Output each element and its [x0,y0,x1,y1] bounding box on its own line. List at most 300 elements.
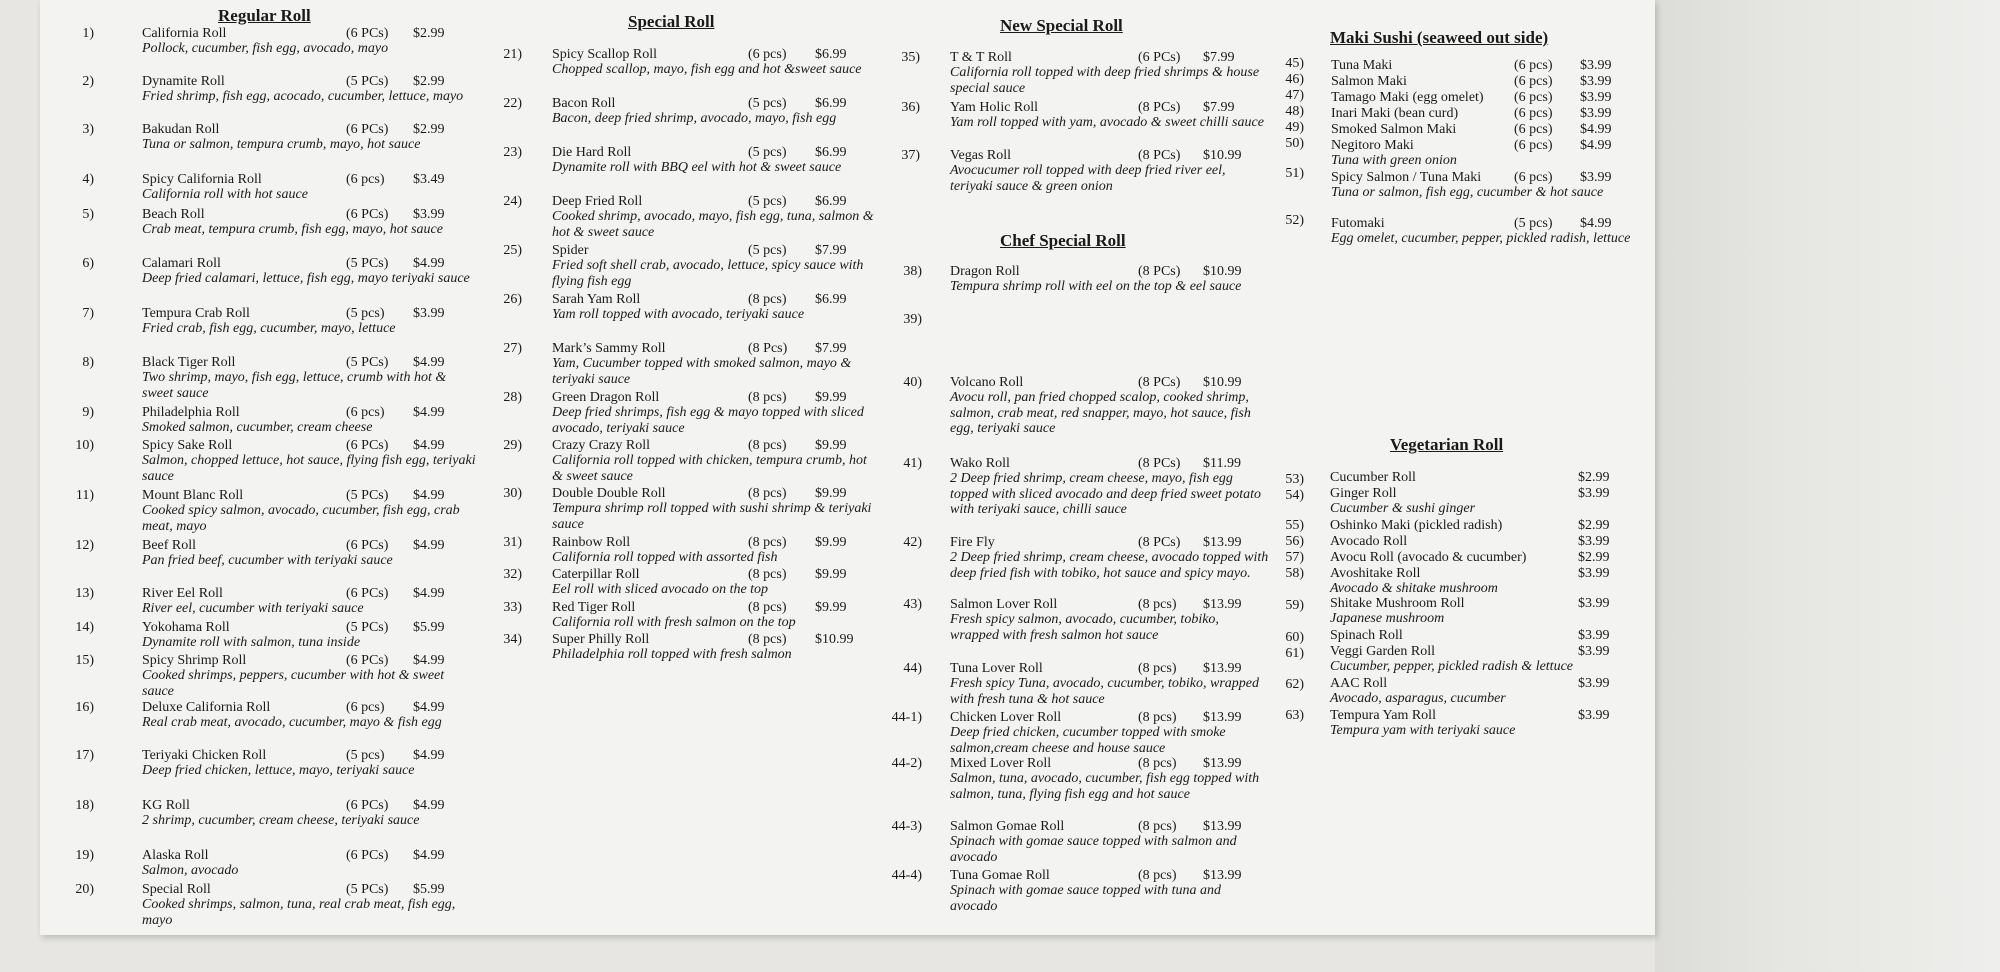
item-number: 36) [901,100,920,115]
item-piece-count: (6 pcs) [1514,58,1553,73]
item-price: $2.99 [1578,470,1610,485]
item-number: 45) [1285,56,1304,71]
item-number: 4) [82,172,94,187]
item-name: Mixed Lover Roll [950,756,1052,771]
item-description: Avocado & shitake mushroom [1330,581,1498,596]
item-name: Beef Roll [142,538,197,553]
item-number: 41) [903,456,922,471]
item-piece-count: (6 PCs) [346,798,389,813]
item-name: Tuna Gomae Roll [950,868,1050,883]
item-name: Vegas Roll [950,148,1012,163]
item-name: Tamago Maki (egg omelet) [1331,90,1484,105]
item-number: 55) [1285,518,1304,533]
item-price: $4.99 [413,355,445,370]
item-number: 32) [503,567,522,582]
item-description: Two shrimp, mayo, fish egg, lettuce, crumb with hot & sweet sauce [142,370,447,401]
item-piece-count: (5 pcs) [748,96,787,111]
item-description: California roll with fresh salmon on the top [552,615,796,630]
item-description: Yam, Cucumber topped with smoked salmon, mayo & teriyaki sauce [552,356,852,387]
item-name: Crazy Crazy Roll [552,438,650,453]
item-name: Super Philly Roll [552,632,650,647]
item-number: 19) [75,848,94,863]
item-price: $10.99 [1203,264,1242,279]
item-price: $9.99 [815,486,847,501]
item-number: 9) [82,405,94,420]
item-piece-count: (8 PCs) [1138,535,1181,550]
item-price: $13.99 [1203,710,1242,725]
item-description: California roll topped with chicken, tempura crumb, hot & sweet sauce [552,453,867,484]
item-name: Mark’s Sammy Roll [552,341,666,356]
item-piece-count: (8 pcs) [748,486,787,501]
item-price: $4.99 [1580,216,1612,231]
item-name: Spicy Salmon / Tuna Maki [1331,170,1482,185]
item-number: 31) [503,535,522,550]
item-price: $3.99 [1580,58,1612,73]
item-piece-count: (6 PCs) [346,438,389,453]
item-price: $6.99 [815,96,847,111]
item-number: 52) [1285,213,1304,228]
item-description: Salmon, chopped lettuce, hot sauce, flying fish egg, teriyaki sauce [142,453,476,484]
item-name: Red Tiger Roll [552,600,636,615]
item-name: Volcano Roll [950,375,1024,390]
item-name: Salmon Lover Roll [950,597,1058,612]
item-piece-count: (6 PCs) [346,586,389,601]
item-price: $9.99 [815,535,847,550]
item-number: 54) [1285,488,1304,503]
item-description: California roll topped with assorted fish [552,550,778,565]
item-price: $7.99 [815,243,847,258]
item-name: Dragon Roll [950,264,1020,279]
item-description: Real crab meat, avocado, cucumber, mayo & fish egg [142,715,442,730]
item-number: 47) [1285,88,1304,103]
item-description: Crab meat, tempura crumb, fish egg, mayo, hot sauce [142,222,443,237]
item-piece-count: (5 pcs) [748,194,787,209]
item-price: $9.99 [815,438,847,453]
item-name: Special Roll [142,882,211,897]
item-price: $4.99 [413,653,445,668]
item-number: 14) [75,620,94,635]
item-piece-count: (6 pcs) [346,700,385,715]
item-piece-count: (8 PCs) [1138,456,1181,471]
item-name: Negitoro Maki [1331,138,1414,153]
item-name: Salmon Gomae Roll [950,819,1065,834]
item-piece-count: (6 pcs) [748,47,787,62]
item-name: Tempura Yam Roll [1330,708,1436,723]
item-piece-count: (6 pcs) [1514,74,1553,89]
item-number: 58) [1285,566,1304,581]
item-number: 63) [1285,708,1304,723]
item-price: $6.99 [815,194,847,209]
item-name: Cucumber Roll [1330,470,1416,485]
item-piece-count: (5 pcs) [346,748,385,763]
item-name: Spinach Roll [1330,628,1403,643]
item-piece-count: (5 pcs) [346,306,385,321]
item-price: $13.99 [1203,597,1242,612]
item-name: Salmon Maki [1331,74,1407,89]
item-price: $4.99 [413,748,445,763]
item-piece-count: (8 pcs) [748,438,787,453]
item-price: $3.99 [1578,676,1610,691]
item-number: 37) [901,148,920,163]
item-price: $7.99 [1203,100,1235,115]
item-number: 13) [75,586,94,601]
item-description: Tuna or salmon, tempura crumb, mayo, hot sauce [142,137,421,152]
item-name: Calamari Roll [142,256,221,271]
item-number: 44) [903,661,922,676]
item-piece-count: (6 PCs) [346,538,389,553]
item-number: 56) [1285,534,1304,549]
item-number: 18) [75,798,94,813]
item-piece-count: (6 pcs) [1514,170,1553,185]
item-name: Spicy California Roll [142,172,262,187]
item-description: Pan fried beef, cucumber with teriyaki sauce [142,553,393,568]
item-description: River eel, cucumber with teriyaki sauce [142,601,364,616]
item-name: Tuna Maki [1331,58,1393,73]
item-name: Smoked Salmon Maki [1331,122,1457,137]
item-number: 28) [503,390,522,405]
item-price: $10.99 [1203,148,1242,163]
item-piece-count: (5 pcs) [1514,216,1553,231]
item-name: Teriyaki Chicken Roll [142,748,267,763]
item-description: Fried shrimp, fish egg, acocado, cucumber, lettuce, mayo [142,89,464,104]
item-number: 11) [75,488,94,503]
item-name: Veggi Garden Roll [1330,644,1435,659]
item-price: $11.99 [1203,456,1241,471]
item-price: $4.99 [413,405,445,420]
item-number: 46) [1285,72,1304,87]
item-name: Die Hard Roll [552,145,632,160]
item-description: Yam roll topped with yam, avocado & sweet chilli sauce [950,115,1264,130]
item-number: 10) [75,438,94,453]
item-description: Fresh spicy Tuna, avocado, cucumber, tobiko, wrapped with fresh tuna & hot sauce [950,676,1259,707]
item-name: Mount Blanc Roll [142,488,244,503]
item-description: Fried soft shell crab, avocado, lettuce, spicy sauce with flying fish egg [552,258,864,289]
item-price: $3.99 [1578,534,1610,549]
item-number: 33) [503,600,522,615]
item-description: Cooked spicy salmon, avocado, cucumber, fish egg, crab meat, mayo [142,503,460,534]
item-description: 2 shrimp, cucumber, cream cheese, teriyaki sauce [142,813,420,828]
item-description: Cooked shrimp, avocado, mayo, fish egg, tuna, salmon & hot & sweet sauce [552,209,874,240]
item-number: 60) [1285,630,1304,645]
item-price: $4.99 [413,538,445,553]
item-number: 22) [503,96,522,111]
item-piece-count: (6 PCs) [346,653,389,668]
item-name: Rainbow Roll [552,535,631,550]
item-number: 29) [503,438,522,453]
item-price: $7.99 [815,341,847,356]
item-number: 8) [82,355,94,370]
item-piece-count: (6 pcs) [1514,106,1553,121]
item-name: KG Roll [142,798,190,813]
item-number: 16) [75,700,94,715]
item-name: Deluxe California Roll [142,700,271,715]
item-description: Deep fried shrimps, fish egg & mayo topped with sliced avocado, teriyaki sauce [552,405,864,436]
item-price: $13.99 [1203,535,1242,550]
item-piece-count: (8 pcs) [748,390,787,405]
item-price: $5.99 [413,620,445,635]
item-price: $3.99 [1578,596,1610,611]
item-piece-count: (6 PCs) [1138,50,1181,65]
item-piece-count: (6 PCs) [346,848,389,863]
item-description: Avocu roll, pan fried chopped scalop, cooked shrimp, salmon, crab meat, red snapper, mayo, hot sauce, fish egg, teriyaki sauce [950,390,1251,436]
item-number: 35) [901,50,920,65]
item-price: $9.99 [815,600,847,615]
item-description: Salmon, avocado [142,863,239,878]
item-number: 44-1) [891,710,922,725]
item-piece-count: (5 PCs) [346,256,389,271]
item-price: $3.99 [1578,486,1610,501]
item-description: Smoked salmon, cucumber, cream cheese [142,420,373,435]
item-number: 7) [82,306,94,321]
item-price: $3.99 [1580,90,1612,105]
item-number: 34) [503,632,522,647]
item-description: Tempura shrimp roll with eel on the top & eel sauce [950,279,1242,294]
item-piece-count: (8 PCs) [1138,148,1181,163]
item-piece-count: (8 PCs) [1138,375,1181,390]
item-piece-count: (5 PCs) [346,74,389,89]
item-piece-count: (8 pcs) [1138,597,1177,612]
item-description: Tuna or salmon, fish egg, cucumber & hot sauce [1331,185,1604,200]
item-name: AAC Roll [1330,676,1388,691]
item-number: 23) [503,145,522,160]
item-number: 50) [1285,136,1304,151]
item-name: Shitake Mushroom Roll [1330,596,1465,611]
item-piece-count: (8 pcs) [1138,661,1177,676]
maki-sushi-heading: Maki Sushi (seaweed out side) [1330,28,1549,47]
item-name: Yam Holic Roll [950,100,1039,115]
item-description: Yam roll topped with avocado, teriyaki sauce [552,307,805,322]
item-price: $4.99 [1580,122,1612,137]
item-piece-count: (6 pcs) [346,172,385,187]
item-price: $6.99 [815,145,847,160]
item-number: 6) [82,256,94,271]
item-price: $2.99 [1578,518,1610,533]
item-name: Sarah Yam Roll [552,292,641,307]
item-price: $2.99 [413,26,445,41]
item-piece-count: (5 pcs) [748,145,787,160]
item-number: 5) [82,207,94,222]
item-name: Avocu Roll (avocado & cucumber) [1330,550,1527,565]
item-piece-count: (5 PCs) [346,882,389,897]
item-piece-count: (5 PCs) [346,355,389,370]
item-description: Deep fried chicken, cucumber topped with smoke salmon,cream cheese and house sauce [950,725,1226,756]
item-piece-count: (8 PCs) [1138,100,1181,115]
vegetarian-roll-heading: Vegetarian Roll [1390,435,1504,454]
item-piece-count: (6 pcs) [346,405,385,420]
item-description: Avocucumer roll topped with deep fried river eel, teriyaki sauce & green onion [950,163,1226,194]
item-piece-count: (8 pcs) [748,632,787,647]
item-number: 26) [503,292,522,307]
item-price: $3.99 [1578,708,1610,723]
item-price: $4.99 [1580,138,1612,153]
item-price: $4.99 [413,488,445,503]
item-piece-count: (6 pcs) [1514,122,1553,137]
item-name: Double Double Roll [552,486,666,501]
item-price: $3.99 [1580,170,1612,185]
item-description: California roll topped with deep fried shrimps & house special sauce [950,65,1260,96]
item-name: Philadelphia Roll [142,405,240,420]
item-description: Fresh spicy salmon, avocado, cucumber, tobiko, wrapped with fresh salmon hot sauce [950,612,1219,643]
item-number: 3) [82,122,94,137]
item-description: Fried crab, fish egg, cucumber, mayo, lettuce [142,321,396,336]
item-piece-count: (6 PCs) [346,26,389,41]
item-number: 15) [75,653,94,668]
item-piece-count: (8 pcs) [1138,710,1177,725]
item-number: 44-3) [891,819,922,834]
item-name: Avoshitake Roll [1330,566,1421,581]
item-piece-count: (8 pcs) [748,567,787,582]
item-piece-count: (5 PCs) [346,620,389,635]
item-description: Philadelphia roll topped with fresh salmon [552,647,792,662]
item-price: $4.99 [413,256,445,271]
item-name: Alaska Roll [142,848,209,863]
item-description: Cucumber & sushi ginger [1330,501,1476,516]
item-price: $3.49 [413,172,445,187]
item-price: $4.99 [413,700,445,715]
item-name: Beach Roll [142,207,205,222]
item-price: $3.99 [413,306,445,321]
item-piece-count: (8 pcs) [748,535,787,550]
item-name: Chicken Lover Roll [950,710,1062,725]
item-name: Oshinko Maki (pickled radish) [1330,518,1503,533]
item-piece-count: (8 pcs) [748,292,787,307]
item-number: 62) [1285,677,1304,692]
item-price: $6.99 [815,47,847,62]
chef-special-roll-heading: Chef Special Roll [1000,231,1126,250]
item-description: Egg omelet, cucumber, pepper, pickled radish, lettuce [1331,231,1631,246]
item-price: $5.99 [413,882,445,897]
item-name: River Eel Roll [142,586,223,601]
item-description: 2 Deep fried shrimp, cream cheese, avocado topped with deep fried fish with tobiko, hot sauce and spicy mayo. [950,550,1269,581]
item-piece-count: (8 PCs) [1138,264,1181,279]
item-price: $13.99 [1203,868,1242,883]
item-name: Spicy Scallop Roll [552,47,657,62]
item-piece-count: (8 pcs) [1138,819,1177,834]
item-description: Avocado, asparagus, cucumber [1330,691,1506,706]
item-number: 43) [903,597,922,612]
item-name: Fire Fly [950,535,995,550]
item-description: Eel roll with sliced avocado on the top [552,582,769,597]
item-name: Yokohama Roll [142,620,230,635]
item-name: T & T Roll [950,50,1012,65]
item-number: 24) [503,194,522,209]
item-number: 17) [75,748,94,763]
item-description: Cooked shrimps, salmon, tuna, real crab meat, fish egg, mayo [142,897,456,928]
item-number: 40) [903,375,922,390]
item-name: Spicy Sake Roll [142,438,233,453]
special-roll-heading: Special Roll [628,12,715,31]
item-name: Bacon Roll [552,96,616,111]
item-price: $9.99 [815,567,847,582]
item-description: Cucumber, pepper, pickled radish & lettuce [1330,659,1574,674]
item-piece-count: (5 PCs) [346,488,389,503]
item-piece-count: (8 Pcs) [748,341,788,356]
item-name: Caterpillar Roll [552,567,640,582]
item-number: 53) [1285,472,1304,487]
item-piece-count: (6 PCs) [346,122,389,137]
item-description: Dynamite roll with salmon, tuna inside [142,635,361,650]
item-name: Spicy Shrimp Roll [142,653,247,668]
item-name: Tuna Lover Roll [950,661,1043,676]
item-number: 30) [503,486,522,501]
item-description: Cooked shrimps, peppers, cucumber with hot & sweet sauce [142,668,445,699]
regular-roll-heading: Regular Roll [218,6,311,25]
item-price: $6.99 [815,292,847,307]
item-description: Spinach with gomae sauce topped with salmon and avocado [950,834,1237,865]
item-number: 48) [1285,104,1304,119]
item-price: $2.99 [1578,550,1610,565]
item-number: 1) [82,26,94,41]
item-number: 57) [1285,550,1304,565]
item-number: 61) [1285,646,1304,661]
item-number: 51) [1285,166,1304,181]
item-name: Green Dragon Roll [552,390,660,405]
item-price: $3.99 [1578,628,1610,643]
item-price: $13.99 [1203,756,1242,771]
item-number: 2) [82,74,94,89]
background-shade [1655,0,2000,972]
item-price: $4.99 [413,798,445,813]
item-number: 20) [75,882,94,897]
item-price: $2.99 [413,122,445,137]
item-name: Deep Fried Roll [552,194,643,209]
item-price: $4.99 [413,438,445,453]
item-number: 25) [503,243,522,258]
item-number: 59) [1285,598,1304,613]
item-description: Japanese mushroom [1330,611,1445,626]
item-price: $9.99 [815,390,847,405]
item-name: Tempura Crab Roll [142,306,250,321]
item-description: Deep fried calamari, lettuce, fish egg, mayo teriyaki sauce [142,271,470,286]
item-description: Pollock, cucumber, fish egg, avocado, mayo [142,41,389,56]
item-name: Bakudan Roll [142,122,220,137]
item-description: Bacon, deep fried shrimp, avocado, mayo, fish egg [552,111,837,126]
item-price: $10.99 [1203,375,1242,390]
item-piece-count: (6 pcs) [1514,90,1553,105]
item-price: $7.99 [1203,50,1235,65]
item-description: Tempura yam with teriyaki sauce [1330,723,1516,738]
item-number: 27) [503,341,522,356]
item-price: $4.99 [413,586,445,601]
item-number: 49) [1285,120,1304,135]
item-description: Salmon, tuna, avocado, cucumber, fish egg topped with salmon, tuna, flying fish egg and hot sauce [950,771,1260,802]
item-price: $13.99 [1203,661,1242,676]
item-description: Deep fried chicken, lettuce, mayo, teriyaki sauce [142,763,415,778]
item-description: Dynamite roll with BBQ eel with hot & sweet sauce [552,160,842,175]
item-name: Ginger Roll [1330,486,1397,501]
item-piece-count: (8 pcs) [1138,756,1177,771]
item-name: Black Tiger Roll [142,355,236,370]
item-name: Dynamite Roll [142,74,225,89]
item-name: Wako Roll [950,456,1010,471]
item-number: 44-4) [891,868,922,883]
item-description: 2 Deep fried shrimp, cream cheese, mayo, fish egg topped with sliced avocado and deep fried sweet potato with teriyaki sauce, chilli sauce [950,471,1262,517]
item-price: $3.99 [413,207,445,222]
new-special-roll-heading: New Special Roll [1000,16,1123,35]
item-description: California roll with hot sauce [142,187,308,202]
item-name: Inari Maki (bean curd) [1331,106,1459,121]
item-description: Tuna with green onion [1331,153,1457,168]
item-price: $3.99 [1580,74,1612,89]
item-piece-count: (5 pcs) [748,243,787,258]
item-piece-count: (8 pcs) [748,600,787,615]
item-name: Futomaki [1331,216,1385,231]
item-description: Spinach with gomae sauce topped with tuna and avocado [950,883,1222,914]
item-number: 44-2) [891,756,922,771]
item-description: Tempura shrimp roll topped with sushi shrimp & teriyaki sauce [552,501,872,532]
item-price: $4.99 [413,848,445,863]
item-price: $3.99 [1580,106,1612,121]
